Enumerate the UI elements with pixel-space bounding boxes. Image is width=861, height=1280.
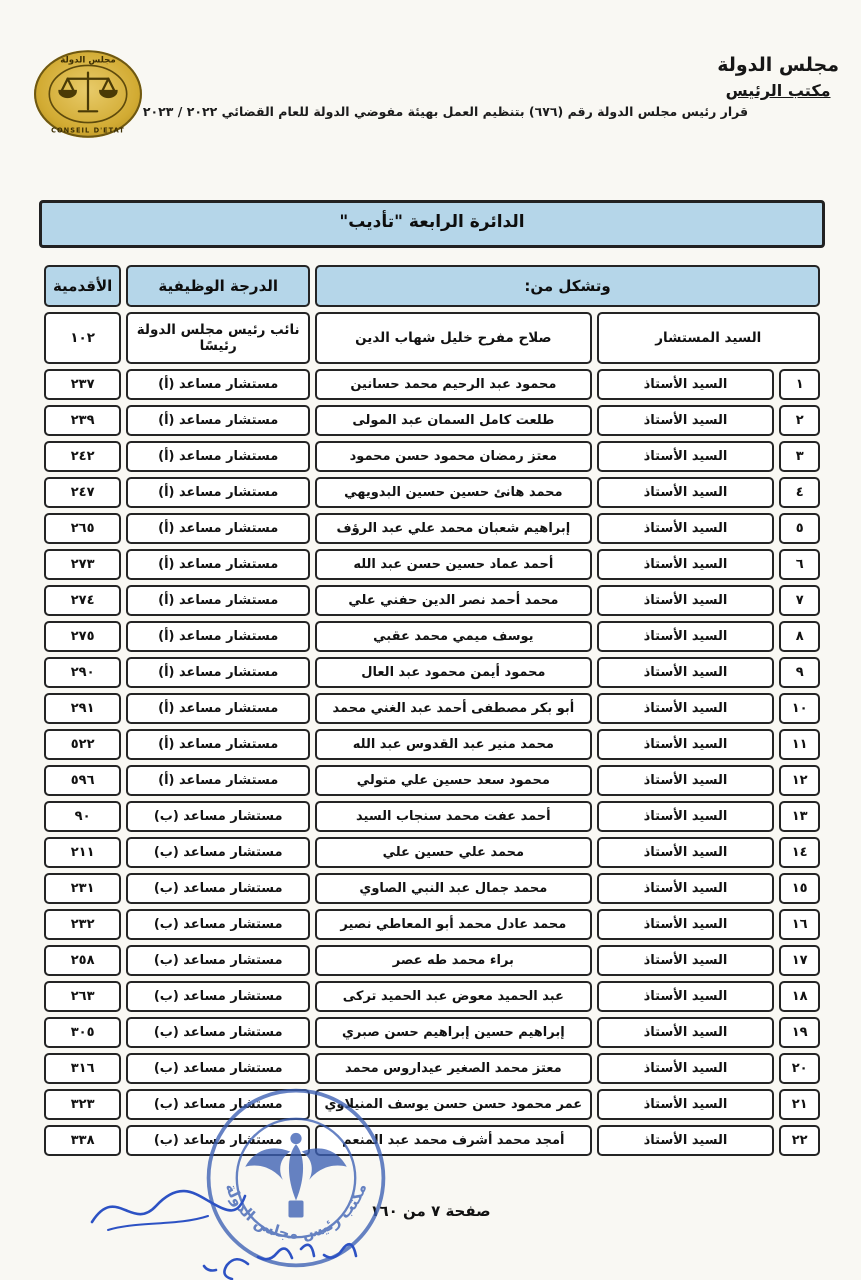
seal-graphic: [32, 48, 144, 140]
decision-title: قرار رئيس مجلس الدولة رقم (٦٧٦) بتنظيم العمل بهيئة مفوضي الدولة للعام القضائي ٢٠٢٢ / ٢٠٢٣: [142, 104, 749, 119]
member-grade: مستشار مساعد (ب): [126, 1125, 310, 1156]
member-title: السيد الأستاذ: [597, 873, 775, 904]
member-title: السيد الأستاذ: [597, 657, 775, 688]
row-number: ١٣: [779, 801, 820, 832]
row-number: ١: [779, 369, 820, 400]
member-name: عمر محمود حسن حسن يوسف المنيلاوي: [315, 1089, 591, 1120]
members-body: [44, 369, 820, 1156]
eagle-icon: [245, 1133, 347, 1218]
row-number: ١١: [779, 729, 820, 760]
page-number: صفحة ٧ من ١٦٠: [370, 1202, 491, 1220]
member-title: السيد الأستاذ: [597, 981, 775, 1012]
member-name: يوسف ميمي محمد عقبي: [315, 621, 591, 652]
state-council-seal: [32, 48, 144, 140]
column-header-composition: وتشكل من:: [315, 265, 820, 307]
member-grade: مستشار مساعد (ب): [126, 945, 310, 976]
member-seniority: ٢٣٩: [44, 405, 121, 436]
member-title: السيد الأستاذ: [597, 549, 775, 580]
member-grade: مستشار مساعد (أ): [126, 621, 310, 652]
table-row: [44, 801, 820, 832]
member-seniority: ٣٢٣: [44, 1089, 121, 1120]
member-name: أحمد عفت محمد سنجاب السيد: [315, 801, 591, 832]
table-row: [44, 909, 820, 940]
member-seniority: ٣١٦: [44, 1053, 121, 1084]
table-row: [44, 837, 820, 868]
member-name: أحمد عماد حسين حسن عبد الله: [315, 549, 591, 580]
member-seniority: ٢٤٧: [44, 477, 121, 508]
member-title: السيد الأستاذ: [597, 945, 775, 976]
member-grade: مستشار مساعد (ب): [126, 909, 310, 940]
seal-bottom-text: CONSEIL D'ETAT: [51, 126, 125, 135]
member-grade: مستشار مساعد (أ): [126, 441, 310, 472]
row-number: ١٩: [779, 1017, 820, 1048]
table-row: [44, 765, 820, 796]
row-number: ٢١: [779, 1089, 820, 1120]
row-number: ١٢: [779, 765, 820, 796]
member-name: أبو بكر مصطفى أحمد عبد الغني محمد: [315, 693, 591, 724]
member-grade: مستشار مساعد (ب): [126, 1089, 310, 1120]
row-number: ٢٠: [779, 1053, 820, 1084]
handwritten-note: [196, 1226, 366, 1280]
chairman-grade: نائب رئيس مجلس الدولة رئيسًا: [126, 312, 310, 364]
table-row: [44, 1125, 820, 1156]
table-row: [44, 1053, 820, 1084]
member-grade: مستشار مساعد (أ): [126, 513, 310, 544]
member-name: محمود أيمن محمود عبد العال: [315, 657, 591, 688]
table-row: [44, 513, 820, 544]
member-seniority: ٢٣١: [44, 873, 121, 904]
member-name: محمود عبد الرحيم محمد حسانين: [315, 369, 591, 400]
row-number: ١٨: [779, 981, 820, 1012]
org-name: مجلس الدولة: [717, 54, 839, 76]
row-number: ٢٢: [779, 1125, 820, 1156]
member-grade: مستشار مساعد (ب): [126, 981, 310, 1012]
row-number: ٣: [779, 441, 820, 472]
member-name: عبد الحميد معوض عبد الحميد تركى: [315, 981, 591, 1012]
member-grade: مستشار مساعد (ب): [126, 837, 310, 868]
table-row: [44, 369, 820, 400]
member-grade: مستشار مساعد (ب): [126, 801, 310, 832]
table-row: [44, 729, 820, 760]
chairman-name: صلاح مفرح خليل شهاب الدين: [315, 312, 591, 364]
table-row: [44, 945, 820, 976]
member-title: السيد الأستاذ: [597, 369, 775, 400]
member-seniority: ٢٦٥: [44, 513, 121, 544]
column-header-grade: الدرجة الوظيفية: [126, 265, 310, 307]
header-row: [44, 265, 820, 307]
member-name: إبراهيم حسين إبراهيم حسن صبري: [315, 1017, 591, 1048]
member-seniority: ٢٧٣: [44, 549, 121, 580]
member-grade: مستشار مساعد (ب): [126, 873, 310, 904]
member-title: السيد الأستاذ: [597, 909, 775, 940]
row-number: ١٧: [779, 945, 820, 976]
member-name: طلعت كامل السمان عبد المولى: [315, 405, 591, 436]
member-title: السيد الأستاذ: [597, 405, 775, 436]
member-title: السيد الأستاذ: [597, 513, 775, 544]
member-grade: مستشار مساعد (أ): [126, 765, 310, 796]
member-seniority: ٢٩٠: [44, 657, 121, 688]
row-number: ٤: [779, 477, 820, 508]
member-seniority: ٣٣٨: [44, 1125, 121, 1156]
member-grade: مستشار مساعد (أ): [126, 585, 310, 616]
member-title: السيد الأستاذ: [597, 441, 775, 472]
member-title: السيد الأستاذ: [597, 1125, 775, 1156]
member-title: السيد الأستاذ: [597, 585, 775, 616]
member-name: محمد علي حسين علي: [315, 837, 591, 868]
member-name: محمد عادل محمد أبو المعاطي نصير: [315, 909, 591, 940]
member-seniority: ٢٥٨: [44, 945, 121, 976]
table-row: [44, 621, 820, 652]
table-row: [44, 549, 820, 580]
member-grade: مستشار مساعد (ب): [126, 1017, 310, 1048]
member-grade: مستشار مساعد (أ): [126, 549, 310, 580]
member-grade: مستشار مساعد (أ): [126, 369, 310, 400]
handwriting-strokes: [196, 1226, 366, 1280]
member-seniority: ٢٣٧: [44, 369, 121, 400]
member-title: السيد الأستاذ: [597, 801, 775, 832]
member-seniority: ٢٤٢: [44, 441, 121, 472]
member-seniority: ٥٩٦: [44, 765, 121, 796]
member-seniority: ٢٩١: [44, 693, 121, 724]
member-title: السيد الأستاذ: [597, 693, 775, 724]
row-number: ١٠: [779, 693, 820, 724]
member-grade: مستشار مساعد (أ): [126, 693, 310, 724]
member-grade: مستشار مساعد (ب): [126, 1053, 310, 1084]
letterhead: [717, 54, 839, 100]
seal-top-text: مجلس الدولة: [60, 55, 116, 66]
chairman-seniority: ١٠٢: [44, 312, 121, 364]
table-row: [44, 441, 820, 472]
member-name: محمود سعد حسين علي متولي: [315, 765, 591, 796]
table-row: [44, 585, 820, 616]
member-title: السيد الأستاذ: [597, 621, 775, 652]
member-name: محمد منير عبد القدوس عبد الله: [315, 729, 591, 760]
office-name: مكتب الرئيس: [725, 81, 831, 100]
table-row: [44, 873, 820, 904]
member-name: إبراهيم شعبان محمد علي عبد الرؤف: [315, 513, 591, 544]
member-title: السيد الأستاذ: [597, 1017, 775, 1048]
member-title: السيد الأستاذ: [597, 477, 775, 508]
column-header-seniority: الأقدمية: [44, 265, 121, 307]
member-seniority: ٣٠٥: [44, 1017, 121, 1048]
row-number: ٧: [779, 585, 820, 616]
table-title: الدائرة الرابعة "تأديب": [39, 200, 825, 248]
member-seniority: ٩٠: [44, 801, 121, 832]
row-number: ٨: [779, 621, 820, 652]
chairman-row: [44, 312, 820, 364]
row-number: ١٤: [779, 837, 820, 868]
member-name: محمد هانئ حسين حسين البدويهي: [315, 477, 591, 508]
row-number: ١٥: [779, 873, 820, 904]
table-row: [44, 1017, 820, 1048]
row-number: ١٦: [779, 909, 820, 940]
chairman-title: السيد المستشار: [597, 312, 820, 364]
member-grade: مستشار مساعد (أ): [126, 657, 310, 688]
member-seniority: ٢١١: [44, 837, 121, 868]
row-number: ٥: [779, 513, 820, 544]
table-row: [44, 981, 820, 1012]
table-row: [44, 1089, 820, 1120]
table-row: [44, 477, 820, 508]
member-seniority: ٢٧٤: [44, 585, 121, 616]
table-row: [44, 405, 820, 436]
member-seniority: ٥٢٢: [44, 729, 121, 760]
member-title: السيد الأستاذ: [597, 729, 775, 760]
roster-table: [39, 260, 825, 1161]
member-name: معتز رمضان محمود حسن محمود: [315, 441, 591, 472]
member-name: أمجد محمد أشرف محمد عبد المنعم: [315, 1125, 591, 1156]
row-number: ٦: [779, 549, 820, 580]
member-title: السيد الأستاذ: [597, 1089, 775, 1120]
member-title: السيد الأستاذ: [597, 1053, 775, 1084]
member-grade: مستشار مساعد (أ): [126, 477, 310, 508]
member-title: السيد الأستاذ: [597, 765, 775, 796]
table-row: [44, 657, 820, 688]
circuit-roster: [39, 200, 825, 1161]
member-seniority: ٢٦٣: [44, 981, 121, 1012]
member-name: معتز محمد الصغير عيداروس محمد: [315, 1053, 591, 1084]
row-number: ٩: [779, 657, 820, 688]
member-seniority: ٢٣٢: [44, 909, 121, 940]
member-title: السيد الأستاذ: [597, 837, 775, 868]
member-name: محمد أحمد نصر الدين حفني علي: [315, 585, 591, 616]
member-name: محمد جمال عبد النبي الصاوي: [315, 873, 591, 904]
stamp-text: مكتب رئيس مجلس الدولة: [221, 1180, 371, 1243]
member-grade: مستشار مساعد (أ): [126, 729, 310, 760]
table-row: [44, 693, 820, 724]
member-name: براء محمد طه عصر: [315, 945, 591, 976]
row-number: ٢: [779, 405, 820, 436]
member-seniority: ٢٧٥: [44, 621, 121, 652]
member-grade: مستشار مساعد (أ): [126, 405, 310, 436]
